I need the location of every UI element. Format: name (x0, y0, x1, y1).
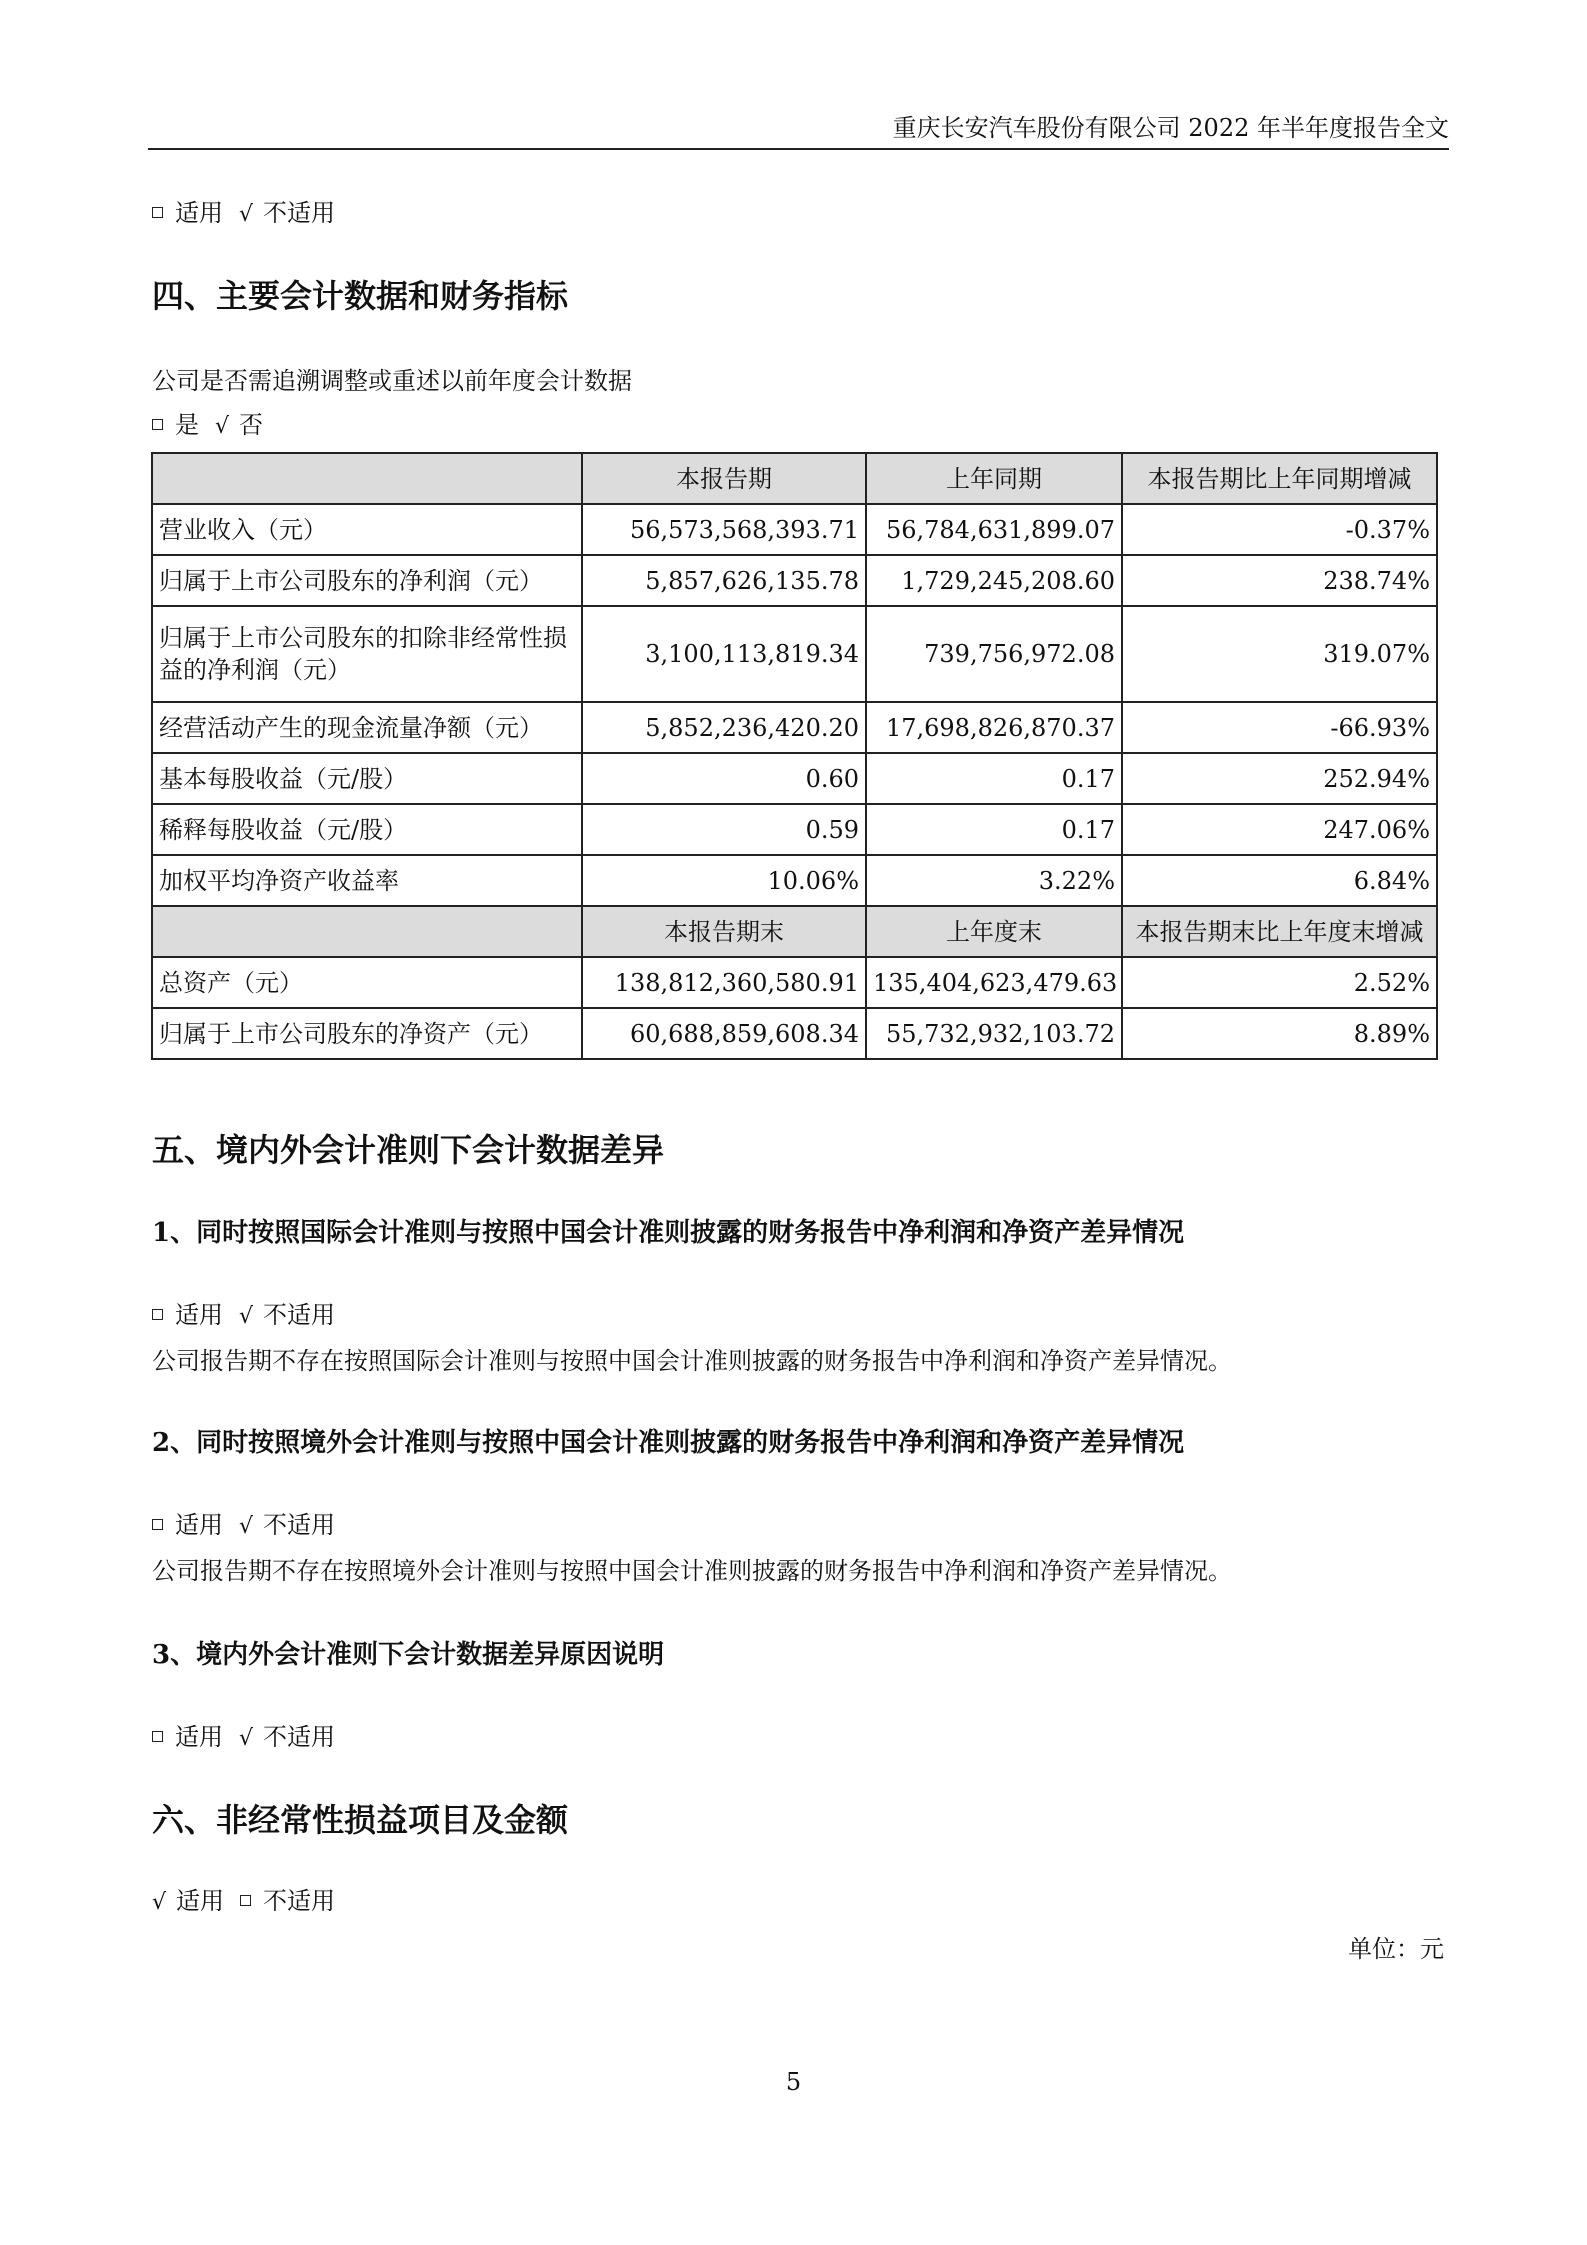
cell-value: 5,852,236,420.20 (582, 702, 866, 753)
cell-value: 8.89% (1122, 1008, 1437, 1059)
unchecked-box-icon (152, 1731, 163, 1742)
cell-value: 238.74% (1122, 555, 1437, 606)
cell-value: -66.93% (1122, 702, 1437, 753)
header-cell: 上年同期 (866, 453, 1122, 504)
no-label: 否 (239, 411, 264, 439)
restatement-answer (152, 408, 263, 444)
row-label: 营业收入（元） (152, 504, 582, 555)
cell-value: 5,857,626,135.78 (582, 555, 866, 606)
cell-value: 55,732,932,103.72 (866, 1008, 1122, 1059)
table-header-row (152, 453, 1437, 504)
table-row (152, 504, 1437, 555)
restatement-question: 公司是否需追溯调整或重述以前年度会计数据 (152, 367, 632, 395)
subsection-1-text: 公司报告期不存在按照国际会计准则与按照中国会计准则披露的财务报告中净利润和净资产差异情况。 (152, 1347, 1232, 1375)
checkmark-icon: √ (215, 414, 230, 439)
unit-label: 单位：元 (1348, 1935, 1444, 1963)
cell-value: 0.60 (582, 753, 866, 804)
row-label: 总资产（元） (152, 957, 582, 1008)
section-6-title: 六、非经常性损益项目及金额 (152, 1801, 569, 1839)
key-financial-table (151, 452, 1438, 1060)
subsection-2-text: 公司报告期不存在按照境外会计准则与按照中国会计准则披露的财务报告中净利润和净资产差异情况。 (152, 1557, 1232, 1585)
page-header (148, 108, 1449, 150)
not-applicable-label: 不适用 (263, 1301, 336, 1329)
yes-label: 是 (175, 411, 199, 439)
subsection-1-applicability (152, 1298, 335, 1334)
row-label: 稀释每股收益（元/股） (152, 804, 582, 855)
unchecked-box-icon (152, 1309, 163, 1320)
checkmark-icon: √ (239, 1304, 254, 1329)
checkmark-icon: √ (152, 1890, 167, 1915)
cell-value: -0.37% (1122, 504, 1437, 555)
cell-value: 6.84% (1122, 855, 1437, 906)
cell-value: 3,100,113,819.34 (582, 606, 866, 702)
unchecked-box-icon (240, 1895, 251, 1906)
cell-value: 252.94% (1122, 753, 1437, 804)
cell-value: 1,729,245,208.60 (866, 555, 1122, 606)
unchecked-box-icon (152, 1519, 163, 1530)
header-cell: 本报告期末比上年度末增减 (1122, 906, 1437, 957)
header-cell: 本报告期末 (582, 906, 866, 957)
table-row (152, 804, 1437, 855)
subsection-1-title: 1、同时按照国际会计准则与按照中国会计准则披露的财务报告中净利润和净资产差异情况 (152, 1218, 1185, 1248)
cell-value: 0.17 (866, 804, 1122, 855)
row-label: 基本每股收益（元/股） (152, 753, 582, 804)
table-row (152, 957, 1437, 1008)
table-row (152, 855, 1437, 906)
header-cell: 本报告期 (582, 453, 866, 504)
subsection-2-title: 2、同时按照境外会计准则与按照中国会计准则披露的财务报告中净利润和净资产差异情况 (152, 1428, 1185, 1458)
cell-value: 56,784,631,899.07 (866, 504, 1122, 555)
report-title: 重庆长安汽车股份有限公司 2022 年半年度报告全文 (892, 114, 1449, 142)
section-5-title: 五、境内外会计准则下会计数据差异 (152, 1131, 665, 1169)
row-label: 加权平均净资产收益率 (152, 855, 582, 906)
applicable-label: 适用 (175, 1511, 223, 1539)
not-applicable-label: 不适用 (263, 1511, 336, 1539)
unchecked-box-icon (152, 207, 163, 218)
subsection-3-title: 3、境内外会计准则下会计数据差异原因说明 (152, 1640, 665, 1670)
row-label: 归属于上市公司股东的净利润（元） (152, 555, 582, 606)
table-row (152, 606, 1437, 702)
cell-value: 56,573,568,393.71 (582, 504, 866, 555)
cell-value: 60,688,859,608.34 (582, 1008, 866, 1059)
row-label: 经营活动产生的现金流量净额（元） (152, 702, 582, 753)
checkmark-icon: √ (239, 202, 254, 227)
cell-value: 2.52% (1122, 957, 1437, 1008)
header-cell (152, 453, 582, 504)
section-4-title: 四、主要会计数据和财务指标 (152, 277, 569, 315)
row-label: 归属于上市公司股东的扣除非经常性损益的净利润（元） (152, 606, 582, 702)
header-cell: 上年度末 (866, 906, 1122, 957)
subsection-3-applicability (152, 1720, 335, 1756)
subsection-2-applicability (152, 1508, 335, 1544)
cell-value: 138,812,360,580.91 (582, 957, 866, 1008)
not-applicable-label: 不适用 (263, 199, 336, 227)
top-applicability (152, 196, 335, 232)
unchecked-box-icon (152, 419, 163, 430)
table-header-row (152, 906, 1437, 957)
applicable-label: 适用 (175, 1723, 223, 1751)
table-row (152, 753, 1437, 804)
header-cell: 本报告期比上年同期增减 (1122, 453, 1437, 504)
row-label: 归属于上市公司股东的净资产（元） (152, 1008, 582, 1059)
checkmark-icon: √ (239, 1514, 254, 1539)
cell-value: 0.59 (582, 804, 866, 855)
cell-value: 17,698,826,870.37 (866, 702, 1122, 753)
cell-value: 0.17 (866, 753, 1122, 804)
section-6-applicability (152, 1884, 335, 1920)
applicable-label: 适用 (175, 1301, 223, 1329)
header-cell (152, 906, 582, 957)
cell-value: 247.06% (1122, 804, 1437, 855)
cell-value: 10.06% (582, 855, 866, 906)
checkmark-icon: √ (239, 1726, 254, 1751)
cell-value: 135,404,623,479.63 (866, 957, 1122, 1008)
table-row (152, 1008, 1437, 1059)
page-number: 5 (785, 2068, 802, 2096)
applicable-label: 适用 (176, 1887, 225, 1915)
cell-value: 3.22% (866, 855, 1122, 906)
not-applicable-label: 不适用 (263, 1887, 336, 1915)
table-row (152, 702, 1437, 753)
cell-value: 319.07% (1122, 606, 1437, 702)
not-applicable-label: 不适用 (263, 1723, 336, 1751)
cell-value: 739,756,972.08 (866, 606, 1122, 702)
table-row (152, 555, 1437, 606)
applicable-label: 适用 (175, 199, 223, 227)
